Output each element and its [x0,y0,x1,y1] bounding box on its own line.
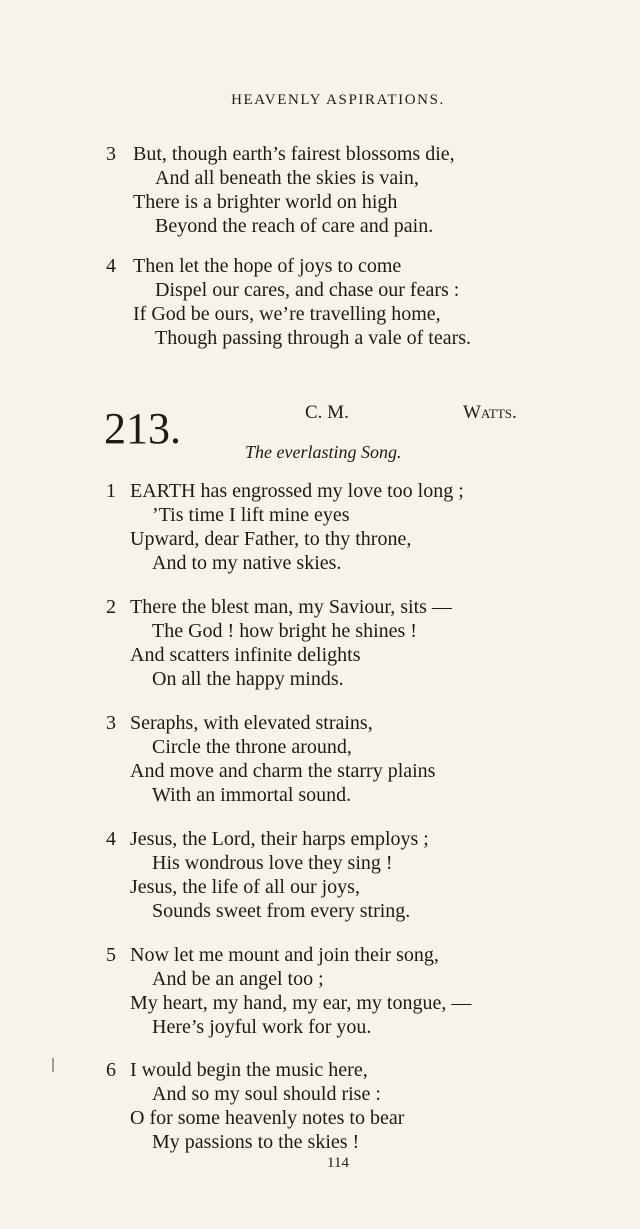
verse-line: And so my soul should rise : [152,1083,381,1105]
verse-line: Seraphs, with elevated strains, [130,712,373,734]
page-number: 114 [327,1155,349,1171]
verse-line: And to my native skies. [152,552,342,574]
verse-line: I would begin the music here, [130,1059,368,1081]
verse-line: Then let the hope of joys to come [133,255,402,277]
verse-line: Dispel our cares, and chase our fears : [155,279,460,301]
stanza-number: 6 [106,1059,116,1081]
verse-line: And move and charm the starry plains [130,760,436,782]
verse-line: Circle the throne around, [152,736,352,758]
verse-line: Upward, dear Father, to thy throne, [130,528,412,550]
hymn-meter: C. M. [305,402,349,423]
verse-line: My passions to the skies ! [152,1131,360,1153]
stanza-number: 4 [106,255,116,277]
verse-line: On all the happy minds. [152,668,344,690]
hymn-subtitle: The everlasting Song. [245,442,402,462]
verse-line: My heart, my hand, my ear, my tongue, — [130,992,472,1014]
verse-line: With an immortal sound. [152,784,352,806]
verse-line: But, though earth’s fairest blossoms die, [133,143,455,165]
running-head: HEAVENLY ASPIRATIONS. [231,92,445,108]
stanza-number: 3 [106,712,116,734]
verse-line: Here’s joyful work for you. [152,1016,372,1038]
verse-line: His wondrous love they sing ! [152,852,393,874]
verse-line: Beyond the reach of care and pain. [155,215,434,237]
hymn-number: 213. [104,404,181,453]
verse-line: Sounds sweet from every string. [152,900,411,922]
verse-line: EARTH has engrossed my love too long ; [130,480,464,502]
verse-line: ’Tis time I lift mine eyes [152,504,350,526]
verse-line: And be an angel too ; [152,968,324,990]
verse-line: Though passing through a vale of tears. [155,327,472,349]
stanza-number: 1 [106,480,116,502]
verse-line: And all beneath the skies is vain, [155,167,419,189]
verse-line: And scatters infinite delights [130,644,361,666]
stanza-number: 2 [106,596,116,618]
margin-mark [52,1058,54,1072]
verse-line: There is a brighter world on high [133,191,398,213]
verse-line: Jesus, the life of all our joys, [130,876,360,898]
verse-line: The God ! how bright he shines ! [152,620,417,642]
stanza-number: 5 [106,944,116,966]
verse-line: Jesus, the Lord, their harps employs ; [130,828,429,850]
verse-line: Now let me mount and join their song, [130,944,439,966]
hymn-author: Watts. [463,402,517,423]
verse-line: There the blest man, my Saviour, sits — [130,596,452,618]
stanza-number: 4 [106,828,116,850]
verse-line: O for some heavenly notes to bear [130,1107,405,1129]
verse-line: If God be ours, we’re travelling home, [133,303,441,325]
stanza-number: 3 [106,143,116,165]
